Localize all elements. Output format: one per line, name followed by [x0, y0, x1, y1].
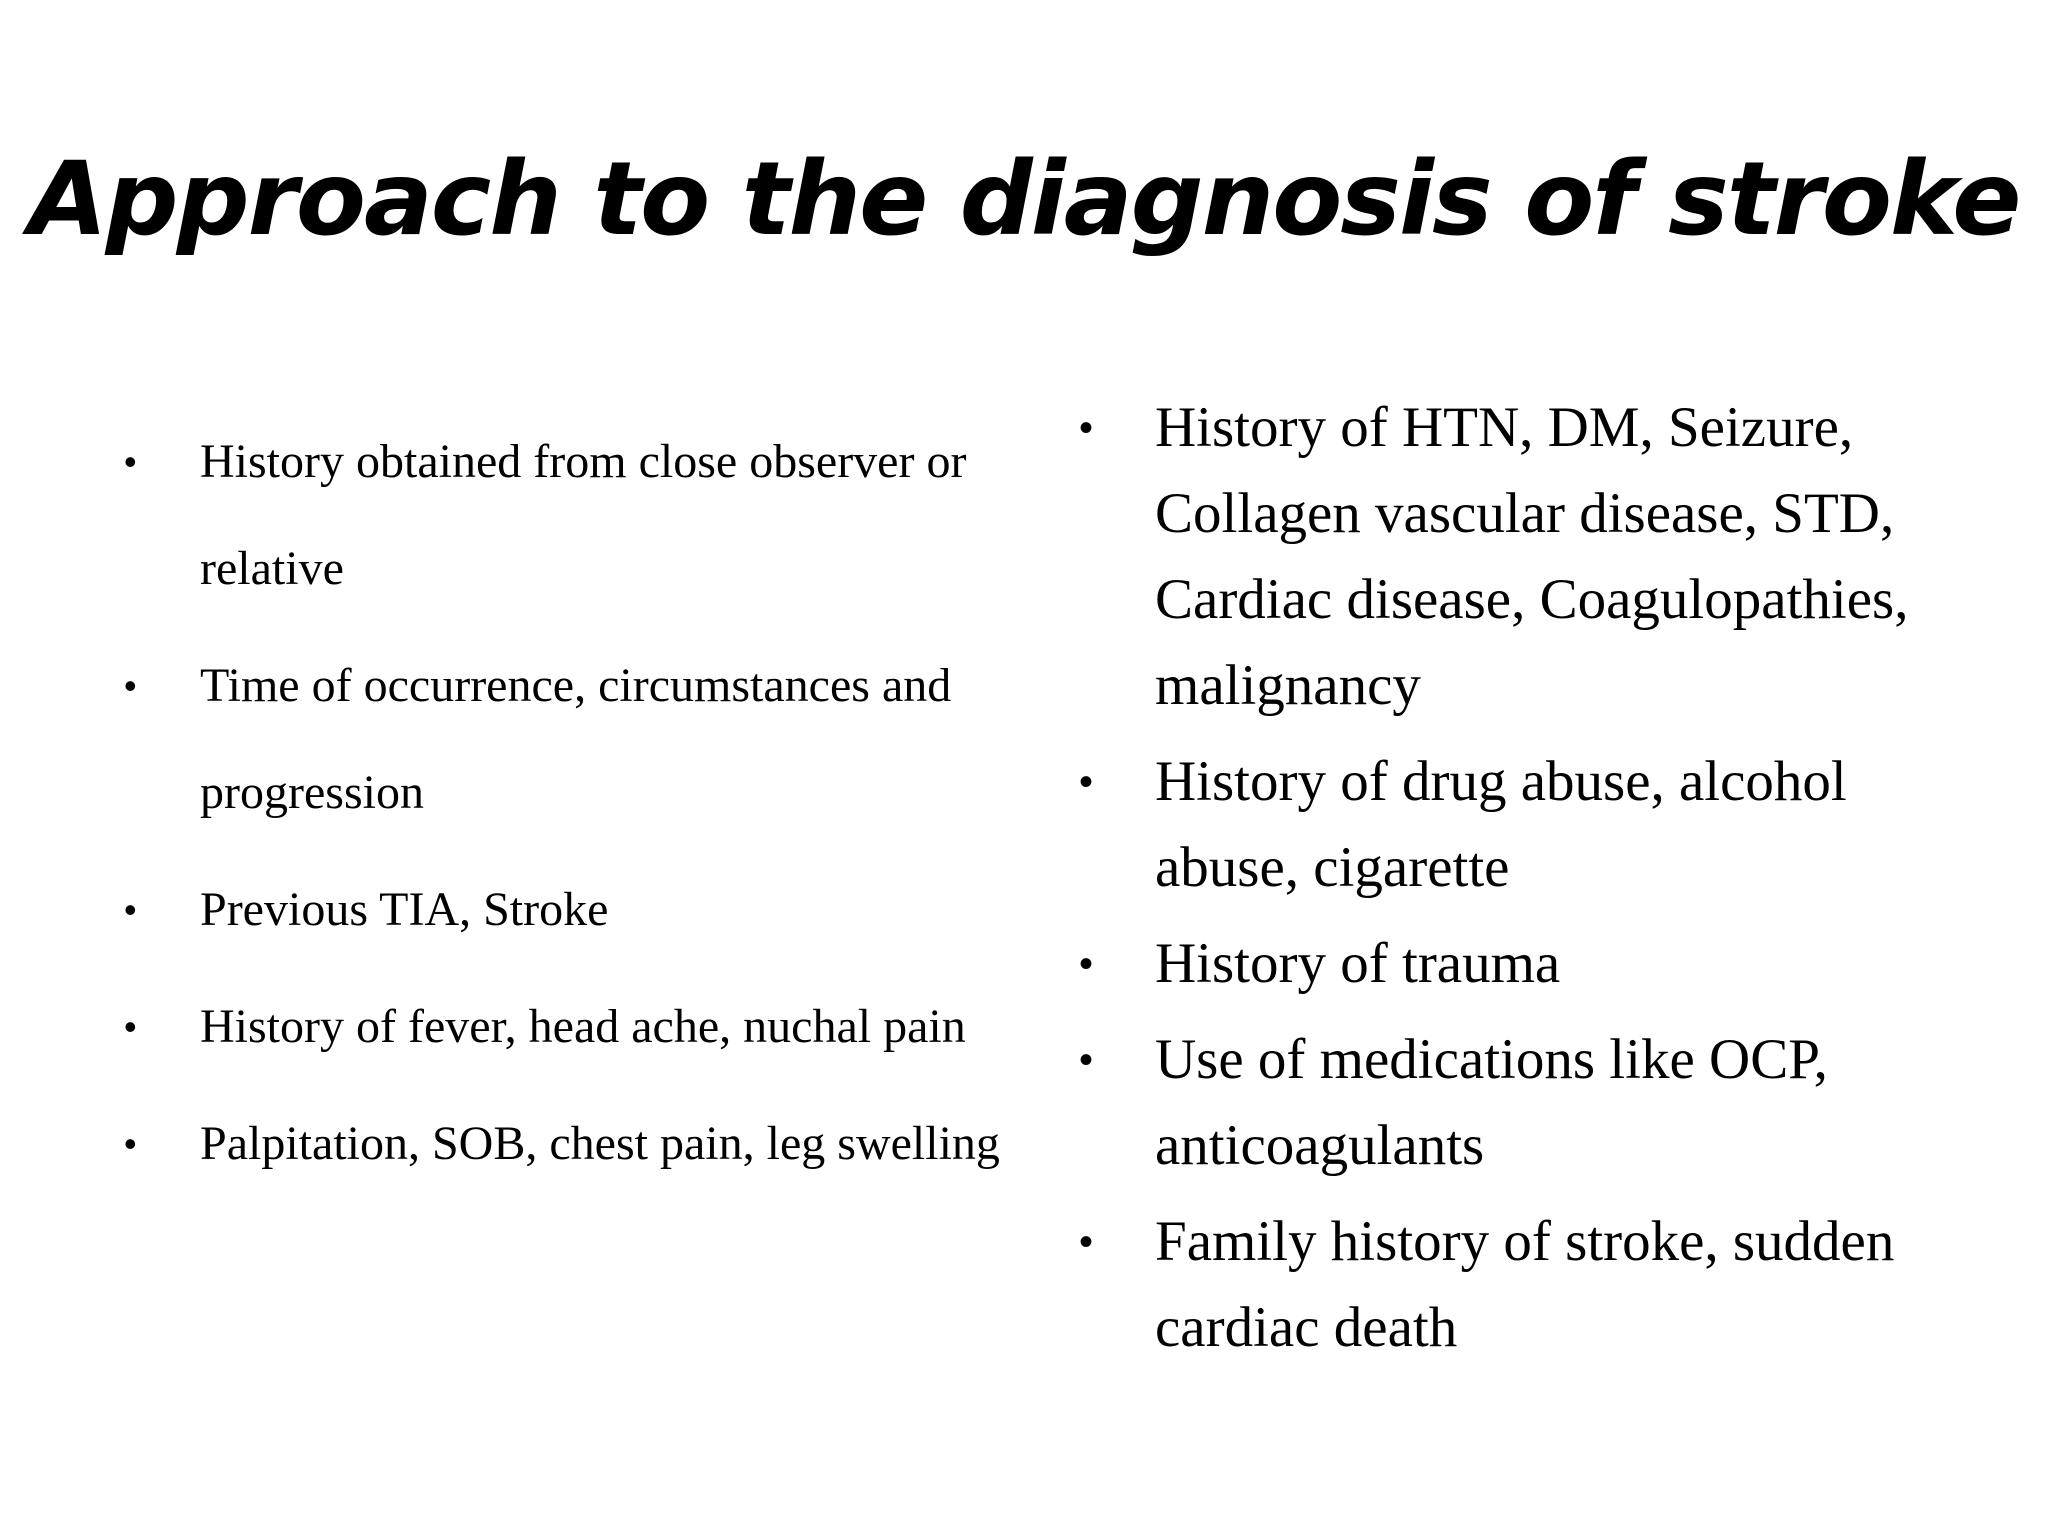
list-item-text: History of fever, head ache, nuchal pain	[200, 1000, 966, 1053]
bullet-icon: •	[1079, 406, 1094, 450]
list-item	[124, 632, 1000, 846]
bullet-icon: •	[1079, 942, 1094, 986]
list-item-text: History of HTN, DM, Seizure, Collagen vascular disease, STD, Cardiac disease, Coagulopathies, malignancy	[1155, 396, 1909, 717]
list-item	[124, 973, 1000, 1080]
list-item-text: History obtained from close observer or relative	[200, 435, 967, 595]
list-item-text: History of trauma	[1155, 932, 1561, 995]
bullet-icon: •	[124, 1123, 137, 1164]
bullet-icon: •	[124, 889, 137, 930]
list-item-text: Use of medications like OCP, anticoagulants	[1155, 1028, 1828, 1177]
list-item	[1079, 385, 1955, 729]
bullet-icon: •	[124, 1006, 137, 1047]
list-item-text: History of drug abuse, alcohol abuse, cigarette	[1155, 750, 1847, 899]
bullet-icon: •	[124, 665, 137, 706]
bullet-icon: •	[1079, 760, 1094, 804]
list-item	[124, 408, 1000, 622]
bullet-icon: •	[1079, 1220, 1094, 1264]
list-item-text: Time of occurrence, circumstances and progression	[200, 659, 952, 819]
list-item-text: Previous TIA, Stroke	[200, 883, 609, 936]
list-item	[1079, 1017, 1955, 1189]
list-item	[1079, 921, 1955, 1007]
list-item	[1079, 739, 1955, 911]
list-item-text: Palpitation, SOB, chest pain, leg swelling	[200, 1117, 1000, 1170]
list-item	[124, 1090, 1000, 1197]
left-bullet-list	[124, 408, 1000, 1207]
list-item	[1079, 1199, 1955, 1371]
bullet-icon: •	[1079, 1038, 1094, 1082]
list-item	[124, 856, 1000, 963]
slide-title: Approach to the diagnosis of stroke	[28, 140, 2020, 259]
bullet-icon: •	[124, 441, 137, 482]
list-item-text: Family history of stroke, sudden cardiac death	[1155, 1210, 1895, 1359]
right-bullet-list	[1079, 385, 1955, 1381]
